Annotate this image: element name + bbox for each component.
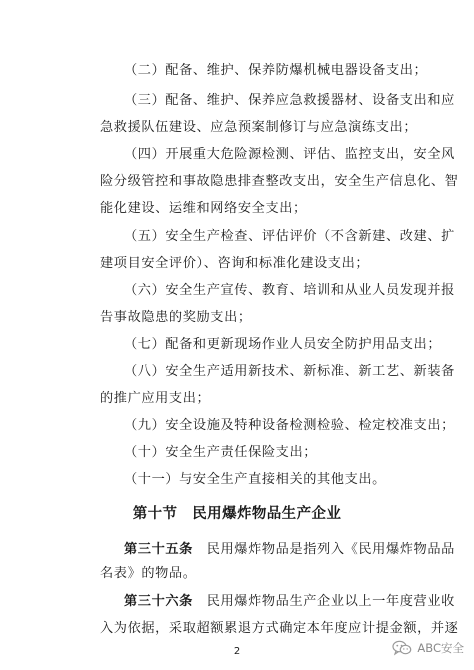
paragraph-3-line-1: （三）配备、维护、保养应急救援器材、设备支出和应 xyxy=(124,93,455,108)
article-36-label: 第三十六条 xyxy=(124,594,193,609)
article-36-text: 民用爆炸物品生产企业以上一年度营业收 xyxy=(206,594,455,609)
paragraph-3-line-2: 急救援队伍建设、应急预案制修订与应急演练支出； xyxy=(100,120,418,135)
paragraph-5-line-1: （五）安全生产检查、评估评价（不含新建、改建、扩 xyxy=(124,229,455,244)
paragraph-5-line-2: 建项目安全评价）、咨询和标准化建设支出； xyxy=(100,256,370,271)
paragraph-10-line-1: （十）安全生产责任保险支出； xyxy=(124,445,318,460)
article-36-line-2: 入为依据，采取超额累退方式确定本年度应计提金额，并逐 xyxy=(100,621,459,636)
article-35-text: 民用爆炸物品是指列入《民用爆炸物品品 xyxy=(206,542,455,557)
paragraph-11-line-1: （十一）与安全生产直接相关的其他支出。 xyxy=(124,472,386,487)
paragraph-9-line-1: （九）安全设施及特种设备检测检验、检定校准支出； xyxy=(124,418,455,433)
paragraph-8-line-2: 的推广应用支出； xyxy=(100,391,211,406)
article-36-line-1 xyxy=(124,592,455,612)
paragraph-4-line-2: 险分级管控和事故隐患排查整改支出，安全生产信息化、智 xyxy=(100,174,459,189)
paragraph-8-line-1: （八）安全生产适用新技术、新标准、新工艺、新装备 xyxy=(124,364,455,379)
section-heading: 第十节 民用爆炸物品生产企业 xyxy=(132,506,342,522)
article-35-line-1 xyxy=(124,540,455,560)
paragraph-4-line-1: （四）开展重大危险源检测、评估、监控支出，安全风 xyxy=(124,147,455,162)
paragraph-7-line-1: （七）配备和更新现场作业人员安全防护用品支出； xyxy=(124,337,442,352)
article-35-label: 第三十五条 xyxy=(124,542,193,557)
article-35-line-2: 名表》的物品。 xyxy=(100,566,197,581)
paragraph-2-line-1: （二）配备、维护、保养防爆机械电器设备支出； xyxy=(124,63,428,78)
paragraph-6-line-1: （六）安全生产宣传、教育、培训和从业人员发现并报 xyxy=(124,283,455,298)
page-number: 2 xyxy=(233,646,241,657)
watermark-text: ABC安全 xyxy=(417,641,464,655)
paragraph-6-line-2: 告事故隐患的奖励支出； xyxy=(100,310,252,325)
paragraph-4-line-3: 能化建设、运维和网络安全支出； xyxy=(100,201,307,216)
